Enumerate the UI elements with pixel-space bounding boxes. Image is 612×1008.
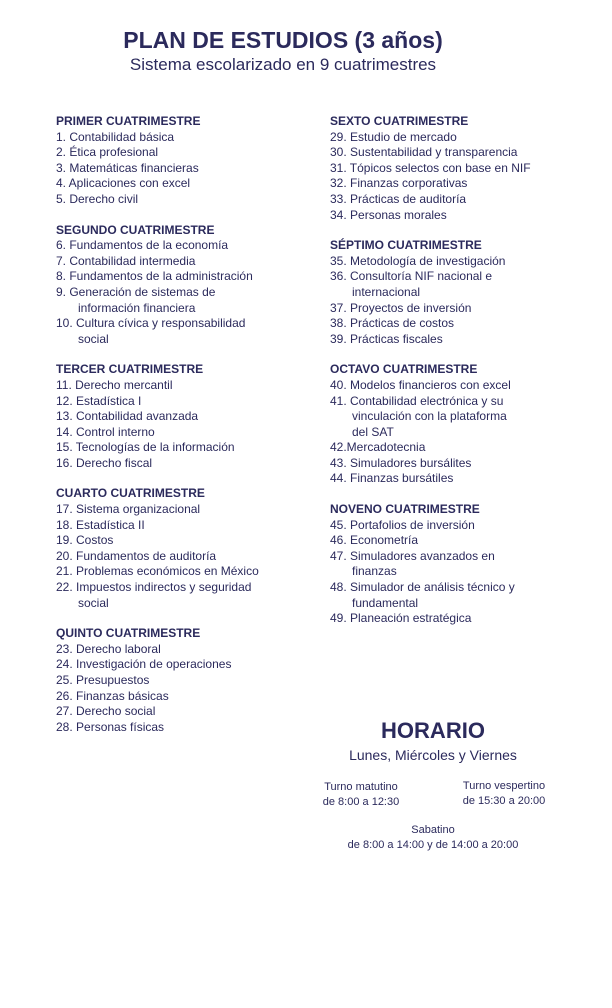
course-name: 19. Costos bbox=[56, 533, 114, 548]
course-name: 32. Finanzas corporativas bbox=[330, 176, 468, 191]
course-item bbox=[56, 533, 306, 549]
course-name-continuation: social bbox=[78, 331, 109, 346]
semester-title: SEGUNDO CUATRIMESTRE bbox=[56, 222, 215, 237]
course-list bbox=[56, 502, 306, 611]
course-item bbox=[56, 440, 306, 456]
shift-evening-time: de 15:30 a 20:00 bbox=[462, 794, 546, 807]
course-name: 15. Tecnologías de la información bbox=[56, 440, 235, 455]
shift-saturday-label: Sabatino bbox=[411, 824, 455, 836]
course-item bbox=[330, 208, 590, 224]
course-item bbox=[330, 549, 590, 580]
semester-block bbox=[56, 114, 306, 208]
shift-morning bbox=[304, 780, 418, 809]
course-name: 3. Matemáticas financieras bbox=[56, 160, 199, 175]
course-name: 18. Estadística II bbox=[56, 517, 145, 532]
semester-block bbox=[56, 223, 306, 348]
course-list bbox=[56, 378, 306, 472]
course-item bbox=[56, 285, 306, 316]
course-list bbox=[330, 254, 590, 348]
course-list bbox=[330, 130, 590, 224]
course-item bbox=[56, 394, 306, 410]
semester-block bbox=[56, 486, 306, 611]
course-name: 14. Control interno bbox=[56, 424, 155, 439]
course-name-continuation: finanzas bbox=[352, 564, 397, 579]
course-item bbox=[56, 720, 306, 736]
course-name: 41. Contabilidad electrónica y su bbox=[330, 393, 504, 408]
course-item bbox=[56, 549, 306, 565]
right-column bbox=[330, 114, 590, 642]
course-item bbox=[56, 580, 306, 611]
course-name-continuation: vinculación con la plataforma bbox=[352, 409, 507, 424]
shift-evening bbox=[446, 779, 562, 808]
course-item bbox=[330, 533, 590, 549]
course-item bbox=[330, 269, 590, 300]
schedule-days: Lunes, Miércoles y Viernes bbox=[349, 747, 517, 763]
course-name: 12. Estadística I bbox=[56, 393, 142, 408]
course-name-continuation: internacional bbox=[352, 284, 421, 299]
course-list bbox=[56, 130, 306, 208]
course-name-continuation: fundamental bbox=[352, 595, 419, 610]
course-name: 27. Derecho social bbox=[56, 704, 156, 719]
semester-block bbox=[330, 114, 590, 223]
course-name: 10. Cultura cívica y responsabilidad bbox=[56, 316, 246, 331]
course-name: 28. Personas físicas bbox=[56, 719, 165, 734]
course-name: 5. Derecho civil bbox=[56, 191, 139, 206]
course-item bbox=[56, 689, 306, 705]
course-item bbox=[56, 161, 306, 177]
course-name: 36. Consultoría NIF nacional e bbox=[330, 269, 493, 284]
shift-morning-label: Turno matutino bbox=[324, 781, 398, 793]
course-item bbox=[56, 238, 306, 254]
course-name: 29. Estudio de mercado bbox=[330, 129, 457, 144]
course-item bbox=[330, 254, 590, 270]
course-name: 4. Aplicaciones con excel bbox=[56, 176, 191, 191]
course-name: 24. Investigación de operaciones bbox=[56, 657, 232, 672]
semester-title: OCTAVO CUATRIMESTRE bbox=[330, 362, 478, 377]
course-item bbox=[56, 657, 306, 673]
page-subtitle: Sistema escolarizado en 9 cuatrimestres bbox=[129, 55, 437, 74]
course-item bbox=[56, 316, 306, 347]
course-name: 25. Presupuestos bbox=[56, 673, 150, 687]
course-name: 2. Ética profesional bbox=[56, 145, 159, 160]
schedule-section bbox=[300, 718, 566, 764]
course-name: 22. Impuestos indirectos y seguridad bbox=[56, 580, 252, 595]
course-name: 6. Fundamentos de la economía bbox=[56, 238, 229, 253]
course-name: 16. Derecho fiscal bbox=[56, 455, 153, 470]
course-item bbox=[56, 254, 306, 270]
course-name: 46. Econometría bbox=[330, 533, 419, 548]
semester-title: TERCER CUATRIMESTRE bbox=[56, 362, 204, 377]
course-item bbox=[330, 378, 590, 394]
course-list bbox=[330, 518, 590, 627]
course-item bbox=[56, 130, 306, 146]
course-item bbox=[330, 316, 590, 332]
course-item bbox=[330, 301, 590, 317]
course-name: 39. Prácticas fiscales bbox=[330, 331, 443, 346]
semester-title: CUARTO CUATRIMESTRE bbox=[56, 486, 205, 501]
course-item bbox=[330, 518, 590, 534]
course-item bbox=[56, 564, 306, 580]
course-name: 8. Fundamentos de la administración bbox=[56, 269, 253, 284]
course-item bbox=[330, 471, 590, 487]
course-name: 48. Simulador de análisis técnico y bbox=[330, 580, 515, 595]
course-name: 21. Problemas económicos en México bbox=[56, 564, 259, 579]
shift-morning-time: de 8:00 a 12:30 bbox=[322, 795, 400, 808]
course-item bbox=[330, 580, 590, 611]
course-item bbox=[330, 456, 590, 472]
course-item bbox=[56, 176, 306, 192]
schedule-title: HORARIO bbox=[381, 718, 485, 743]
course-item bbox=[56, 704, 306, 720]
course-item bbox=[56, 145, 306, 161]
course-item bbox=[330, 161, 590, 177]
course-item bbox=[56, 192, 306, 208]
course-name: 30. Sustentabilidad y transparencia bbox=[330, 145, 518, 160]
course-item bbox=[56, 456, 306, 472]
semester-title: QUINTO CUATRIMESTRE bbox=[56, 626, 201, 641]
semester-block bbox=[330, 502, 590, 627]
page-header bbox=[0, 26, 566, 76]
semester-block bbox=[330, 362, 590, 487]
shift-saturday bbox=[330, 823, 536, 852]
semester-title: PRIMER CUATRIMESTRE bbox=[56, 114, 201, 128]
semester-block bbox=[330, 238, 590, 347]
course-name-continuation: del SAT bbox=[352, 424, 394, 439]
semester-block bbox=[56, 626, 306, 735]
course-item bbox=[330, 145, 590, 161]
course-name: 23. Derecho laboral bbox=[56, 641, 161, 656]
course-item bbox=[56, 269, 306, 285]
course-item bbox=[330, 440, 590, 456]
course-item bbox=[330, 130, 590, 146]
course-item bbox=[56, 502, 306, 518]
course-item bbox=[330, 192, 590, 208]
shift-evening-label: Turno vespertino bbox=[462, 780, 546, 792]
course-name: 42.Mercadotecnia bbox=[330, 440, 426, 455]
course-name: 33. Prácticas de auditoría bbox=[330, 191, 467, 206]
course-name: 31. Tópicos selectos con base en NIF bbox=[330, 160, 531, 175]
course-item bbox=[330, 611, 590, 627]
course-name: 47. Simuladores avanzados en bbox=[330, 548, 495, 563]
semester-title: NOVENO CUATRIMESTRE bbox=[330, 502, 480, 517]
course-name: 49. Planeación estratégica bbox=[330, 611, 472, 626]
course-item bbox=[56, 518, 306, 534]
left-column bbox=[56, 114, 306, 750]
course-name-continuation: información financiera bbox=[78, 300, 196, 315]
course-item bbox=[330, 332, 590, 348]
course-name: 7. Contabilidad intermedia bbox=[56, 253, 196, 268]
course-name: 20. Fundamentos de auditoría bbox=[56, 548, 217, 563]
shift-saturday-time: de 8:00 a 14:00 y de 14:00 a 20:00 bbox=[347, 838, 519, 851]
course-item bbox=[330, 176, 590, 192]
course-name: 38. Prácticas de costos bbox=[330, 316, 455, 331]
course-item bbox=[56, 409, 306, 425]
course-name: 37. Proyectos de inversión bbox=[330, 300, 472, 315]
course-item bbox=[56, 673, 306, 689]
course-name: 17. Sistema organizacional bbox=[56, 502, 201, 517]
course-item bbox=[56, 642, 306, 658]
course-item bbox=[330, 394, 590, 441]
course-name: 43. Simuladores bursálites bbox=[330, 455, 472, 470]
course-item bbox=[56, 425, 306, 441]
course-name: 44. Finanzas bursátiles bbox=[330, 471, 454, 486]
course-name-continuation: social bbox=[78, 595, 109, 610]
semester-title: SÉPTIMO CUATRIMESTRE bbox=[330, 238, 482, 253]
course-list bbox=[330, 378, 590, 487]
course-name: 40. Modelos financieros con excel bbox=[330, 377, 511, 392]
course-item bbox=[56, 378, 306, 394]
course-name: 1. Contabilidad básica bbox=[56, 129, 175, 144]
course-name: 9. Generación de sistemas de bbox=[56, 284, 216, 299]
course-name: 45. Portafolios de inversión bbox=[330, 517, 475, 532]
course-name: 35. Metodología de investigación bbox=[330, 253, 506, 268]
semester-title: SEXTO CUATRIMESTRE bbox=[330, 114, 469, 128]
semester-block bbox=[56, 362, 306, 471]
course-name: 26. Finanzas básicas bbox=[56, 688, 169, 703]
course-list bbox=[56, 238, 306, 347]
page-title: PLAN DE ESTUDIOS (3 años) bbox=[123, 27, 443, 53]
course-name: 11. Derecho mercantil bbox=[56, 377, 173, 392]
course-name: 34. Personas morales bbox=[330, 207, 447, 222]
course-list bbox=[56, 642, 306, 736]
course-name: 13. Contabilidad avanzada bbox=[56, 409, 199, 424]
